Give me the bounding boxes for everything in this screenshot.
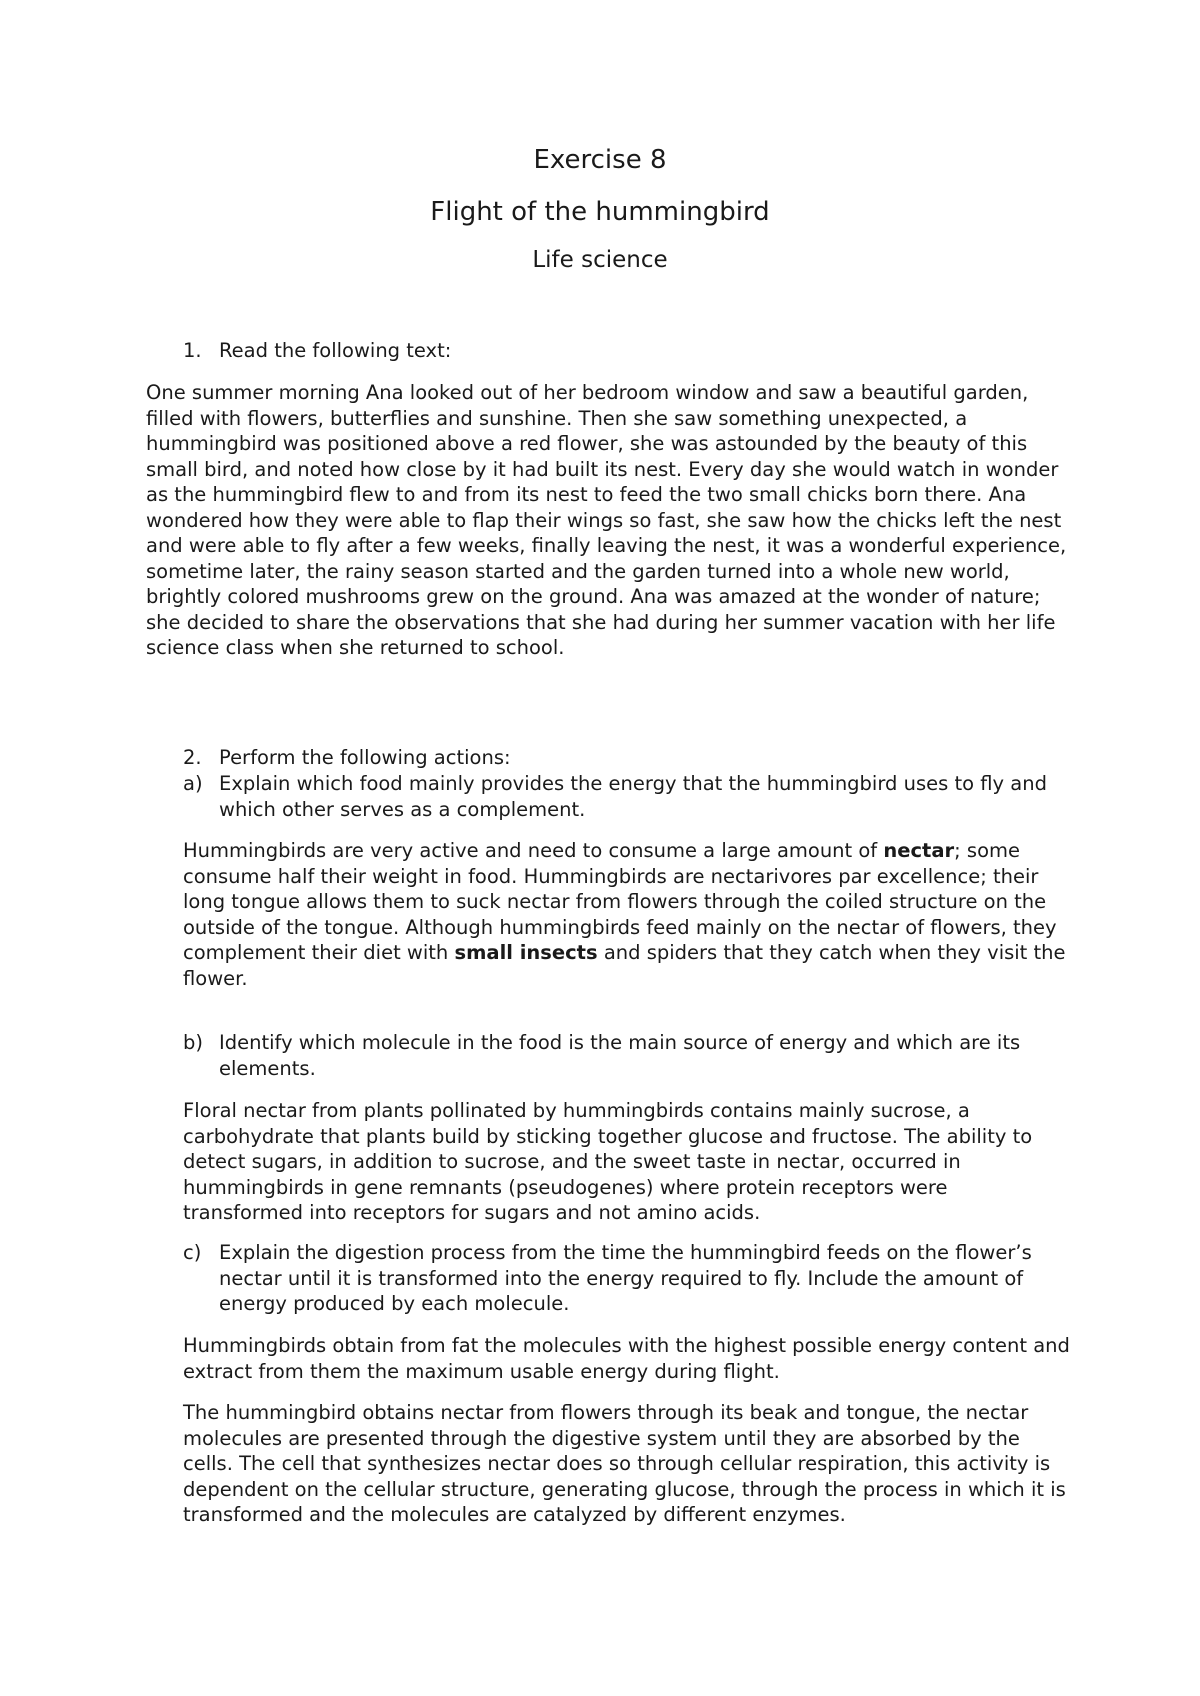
answer-c-paragraph-2: The hummingbird obtains nectar from flowers through its beak and tongue, the nectar molecules are presented through the digestive system until they are absorbed by the cells. The cell that synthesizes nectar does so through cellular respiration, this activity is dependent on the cellular structure, generating glucose, through the process in which it is transformed and the molecules are catalyzed by different enzymes. [183,1401,1066,1526]
question-b-marker: b) [183,1031,203,1054]
exercise-subtitle: Flight of the hummingbird [430,197,770,227]
answer-b-paragraph: Floral nectar from plants pollinated by hummingbirds contains mainly sucrose, a carbohydrate that plants build by sticking together glucose and fructose. The ability to detect sugars, in addition to sucrose, and the sweet taste in nectar, occurred in hummingbirds in gene remnants (pseudogenes) where protein receptors were transformed into receptors for sugars and not amino acids. [183,1099,1033,1224]
section-2-label: Perform the following actions: [219,746,511,769]
answer-a-bold-nectar: nectar [883,839,955,862]
question-a [183,771,1063,822]
section-2-number: 2. [183,746,202,769]
question-c-text: Explain the digestion process from the time the hummingbird feeds on the flower’s nectar until it is transformed into the energy required to fly. Include the amount of energy produced by each molecule. [219,1241,1032,1315]
section-2-heading [183,745,1043,771]
answer-a-text-1: Hummingbirds are very active and need to consume a large amount of [183,839,884,862]
exercise-title: Exercise 8 [533,145,667,175]
section-1-heading [183,338,1043,364]
section-1-number: 1. [183,339,202,362]
answer-a-paragraph [183,838,1073,991]
document-header [0,142,1200,276]
story-paragraph: One summer morning Ana looked out of her bedroom window and saw a beautiful garden, filled with flowers, butterflies and sunshine. Then she saw something unexpected, a hummingbird was positioned above a red flower, she was astounded by the beauty of this small bird, and noted how close by it had built its nest. Every day she would watch in wonder as the hummingbird flew to and from its nest to feed the two small chicks born there. Ana wondered how they were able to flap their wings so fast, she saw how the chicks left the nest and were able to fly after a few weeks, finally leaving the nest, it was a wonderful experience, sometime later, the rainy season started and the garden turned into a whole new world, brightly colored mushrooms grew on the ground. Ana was amazed at the wonder of nature; she decided to share the observations that she had during her summer vacation with her life science class when she returned to school. [146,381,1067,659]
question-c-marker: c) [183,1241,202,1264]
answer-c-paragraph-1: Hummingbirds obtain from fat the molecules with the highest possible energy content and extract from them the maximum usable energy during flight. [183,1334,1070,1383]
answer-a-bold-insects: small insects [454,941,598,964]
question-b-text: Identify which molecule in the food is the main source of energy and which are its elements. [219,1031,1021,1080]
answer-a-text-3: and spiders that they catch when they visit the flower. [183,941,1066,990]
answer-a-text-2: ; some consume half their weight in food. Hummingbirds are nectarivores par excellence; their long tongue allows them to suck nectar from flowers through the coiled structure on the outside of the tongue. Although hummingbirds feed mainly on the nectar of flowers, they complement their diet with [183,839,1057,964]
question-a-marker: a) [183,772,203,795]
question-a-text: Explain which food mainly provides the energy that the hummingbird uses to fly and which other serves as a complement. [219,772,1047,821]
section-1-label: Read the following text: [219,339,452,362]
question-b [183,1030,1073,1081]
subject-area: Life science [532,247,668,273]
question-c [183,1240,1073,1317]
